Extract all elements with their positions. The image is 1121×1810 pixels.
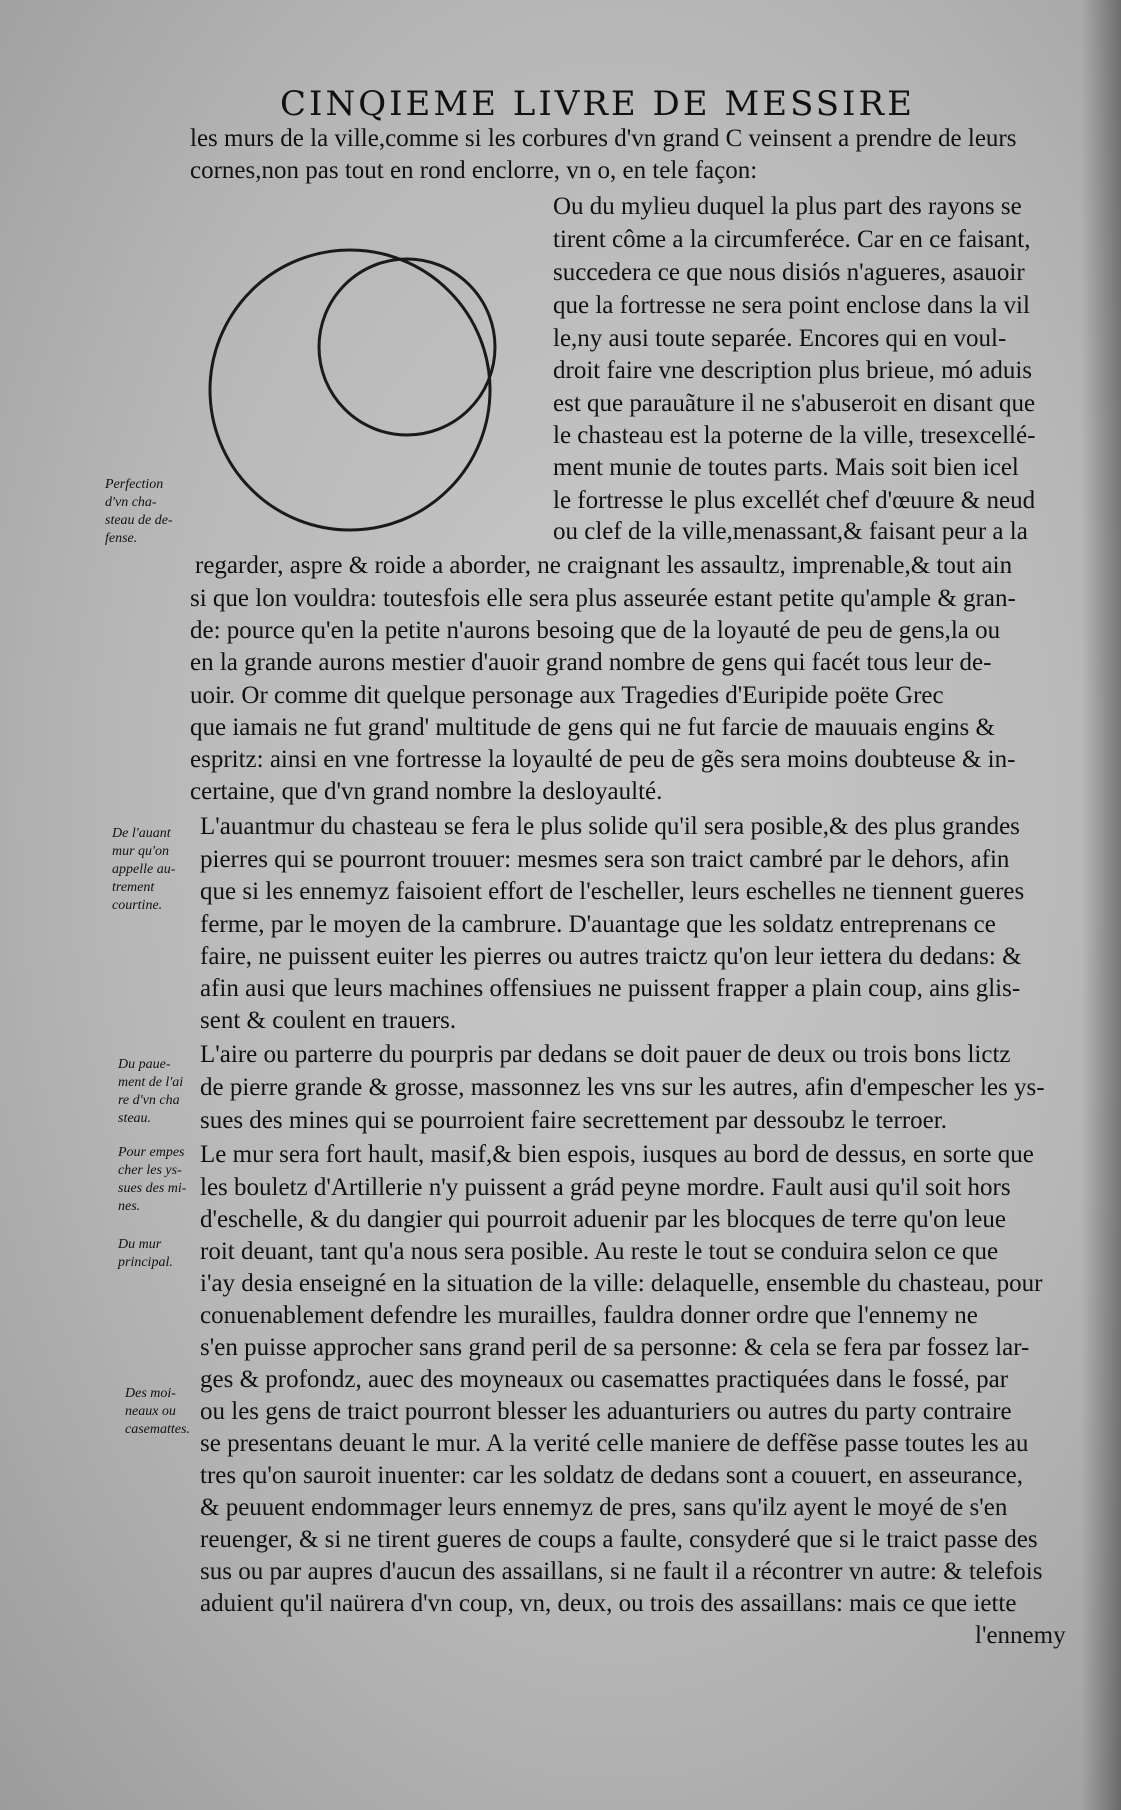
text-line: d'eschelle, & du dangier qui pourroit aduenir par les blocques de terre qu'on leue (200, 1206, 1006, 1233)
text-line: le chasteau est la poterne de la ville, tresexcellé- (553, 422, 1036, 449)
text-line: en la grande aurons mestier d'auoir grand nombre de gens qui facét tous leur de- (190, 649, 992, 676)
text-line: s'en puisse approcher sans grand peril de sa personne: & cela se fera par fossez lar- (200, 1334, 1030, 1361)
margin-note-line: fense. (105, 531, 138, 546)
margin-note (112, 825, 212, 915)
text-line: est que parauãture il ne s'abuseroit en disant que (553, 390, 1036, 417)
margin-note-line: Perfection (105, 477, 164, 492)
text-line: les bouletz d'Artillerie n'y puissent a grád peyne mordre. Fault ausi qu'il soit hors (200, 1174, 1011, 1201)
margin-note-line: nes. (118, 1199, 141, 1214)
margin-note-line: steau. (118, 1111, 152, 1126)
margin-note-line: Des moi- (125, 1386, 176, 1401)
margin-note-line: Du paue- (118, 1057, 171, 1072)
text-line: que la fortresse ne sera point enclose dans la vil (553, 292, 1030, 319)
margin-note-line: Du mur (118, 1237, 162, 1252)
text-line: ment munie de toutes parts. Mais soit bien icel (553, 454, 1019, 481)
text-line: tres qu'on sauroit inuenter: car les soldatz de dedans sont a couuert, en asseurance, (200, 1462, 1023, 1489)
text-line: le,ny ausi toute separée. Encores qui en voul- (553, 325, 1007, 352)
text-line: aduient qu'il naürera d'vn coup, vn, deux, ou trois des assaillans: mais ce que iette (200, 1590, 1017, 1617)
text-line: pierres qui se pourront trouuer: mesmes sera son traict cambré par le dehors, afin (200, 846, 1010, 873)
margin-note (118, 1144, 218, 1216)
text-line: sus ou par aupres d'aucun des assaillans, si ne fault il a récontrer vn autre: & telefois (200, 1558, 1043, 1585)
text-line: & peuuent endommager leurs ennemyz de pres, sans qu'ilz ayent le moyé de s'en (200, 1494, 1008, 1521)
margin-note-line: sues des mi- (118, 1181, 187, 1196)
text-line: roit deuant, tant qu'a nous sera posible. Au reste le tout se conduira selon ce que (200, 1238, 999, 1265)
margin-note-line: appelle au- (112, 862, 176, 877)
margin-note (118, 1056, 218, 1128)
text-line: faire, ne puissent euiter les pierres ou autres traictz qu'on leur iettera du dedans: & (200, 943, 1022, 970)
text-line: que si les ennemyz faisoient effort de l'escheller, leurs eschelles ne tiennent gueres (200, 878, 1025, 905)
text-line: de: pource qu'en la petite n'aurons besoing que de la loyauté de peu de gens,la ou (190, 617, 1001, 644)
margin-note-line: steau de de- (105, 513, 173, 528)
text-line: reuenger, & si ne tirent gueres de coups a faulte, consyderé que si le traict passe des (200, 1526, 1038, 1553)
text-line: ges & profondz, auec des moyneaux ou casemattes practiquées dans le fossé, par (200, 1366, 1009, 1393)
text-line: cornes,non pas tout en rond enclorre, vn o, en tele façon: (190, 157, 758, 184)
running-header: CINQIEME LIVRE DE MESSIRE (280, 84, 915, 124)
outer-circle (210, 250, 490, 530)
text-line: Ou du mylieu duquel la plus part des rayons se (553, 193, 1022, 220)
margin-note-line: neaux ou (125, 1404, 176, 1419)
text-line: ferme, par le moyen de la cambrure. D'auantage que les soldatz entreprenans ce (200, 911, 996, 938)
margin-note-line: courtine. (112, 898, 163, 913)
text-line: i'ay desia enseigné en la situation de la ville: delaquelle, ensemble du chasteau, pour (200, 1270, 1043, 1297)
text-line: regarder, aspre & roide a aborder, ne craignant les assaultz, imprenable,& tout ain (195, 552, 1013, 579)
margin-note (105, 476, 205, 548)
margin-note-line: casemattes. (125, 1422, 190, 1437)
text-line: conuenablement defendre les murailles, fauldra donner ordre que l'ennemy ne (200, 1302, 978, 1329)
inner-circle (319, 259, 495, 435)
text-line: tirent côme a la circumferéce. Car en ce faisant, (553, 226, 1031, 253)
text-line: droit faire vne description plus brieue, mó aduis (553, 357, 1033, 384)
text-line: le fortresse le plus excellét chef d'œuure & neud (553, 487, 1036, 514)
margin-note-line: principal. (118, 1255, 173, 1270)
text-line: afin ausi que leurs machines offensiues ne puissent frapper a plain coup, ains glis- (200, 975, 1021, 1002)
margin-note (125, 1385, 225, 1439)
margin-note-line: d'vn cha- (105, 495, 157, 510)
text-line: ou clef de la ville,menassant,& faisant peur a la (553, 518, 1028, 545)
text-line: si que lon vouldra: toutesfois elle sera plus asseurée estant petite qu'ample & gran- (190, 585, 1016, 612)
circle-diagram (195, 235, 535, 545)
margin-note-line: mur qu'on (112, 844, 170, 859)
text-line: L'auantmur du chasteau se fera le plus solide qu'il sera posible,& des plus grandes (200, 813, 1020, 840)
text-line: espritz: ainsi en vne fortresse la loyaulté de peu de gẽs sera moins doubteuse & in- (190, 746, 1016, 773)
text-line: sent & coulent en trauers. (200, 1007, 457, 1034)
margin-note-line: cher les ys- (118, 1163, 182, 1178)
margin-note-line: Pour empes (118, 1145, 185, 1160)
margin-note (118, 1236, 218, 1272)
text-line: ou les gens de traict pourront blesser les aduanturiers ou autres du party contraire (200, 1398, 1012, 1425)
text-line: que iamais ne fut grand' multitude de gens qui ne fut farcie de mauuais engins & (190, 714, 995, 741)
text-line: succedera ce que nous disiós n'agueres, asauoir (553, 259, 1025, 286)
margin-note-line: trement (112, 880, 155, 895)
text-line: se presentans deuant le mur. A la verité celle maniere de deffẽse passe toutes les au (200, 1430, 1029, 1457)
margin-note-line: De l'auant (112, 826, 171, 841)
text-line: L'aire ou parterre du pourpris par dedans se doit pauer de deux ou trois bons lictz (200, 1041, 1011, 1068)
margin-note-line: ment de l'ai (118, 1075, 184, 1090)
page-edge-shadow (1081, 0, 1121, 1810)
text-line: Le mur sera fort hault, masif,& bien espois, iusques au bord de dessus, en sorte que (200, 1141, 1034, 1168)
text-line: les murs de la ville,comme si les corbures d'vn grand C veinsent a prendre de leurs (190, 125, 1017, 152)
text-line: sues des mines qui se pourroient faire secrettement par dessoubz le terroer. (200, 1107, 947, 1134)
text-line: uoir. Or comme dit quelque personage aux Tragedies d'Euripide poëte Grec (190, 682, 944, 709)
catchword: l'ennemy (975, 1622, 1066, 1649)
text-line: certaine, que d'vn grand nombre la desloyaulté. (190, 778, 663, 805)
text-line: de pierre grande & grosse, massonnez les vns sur les autres, afin d'empescher les ys- (200, 1074, 1045, 1101)
margin-note-line: re d'vn cha (118, 1093, 180, 1108)
